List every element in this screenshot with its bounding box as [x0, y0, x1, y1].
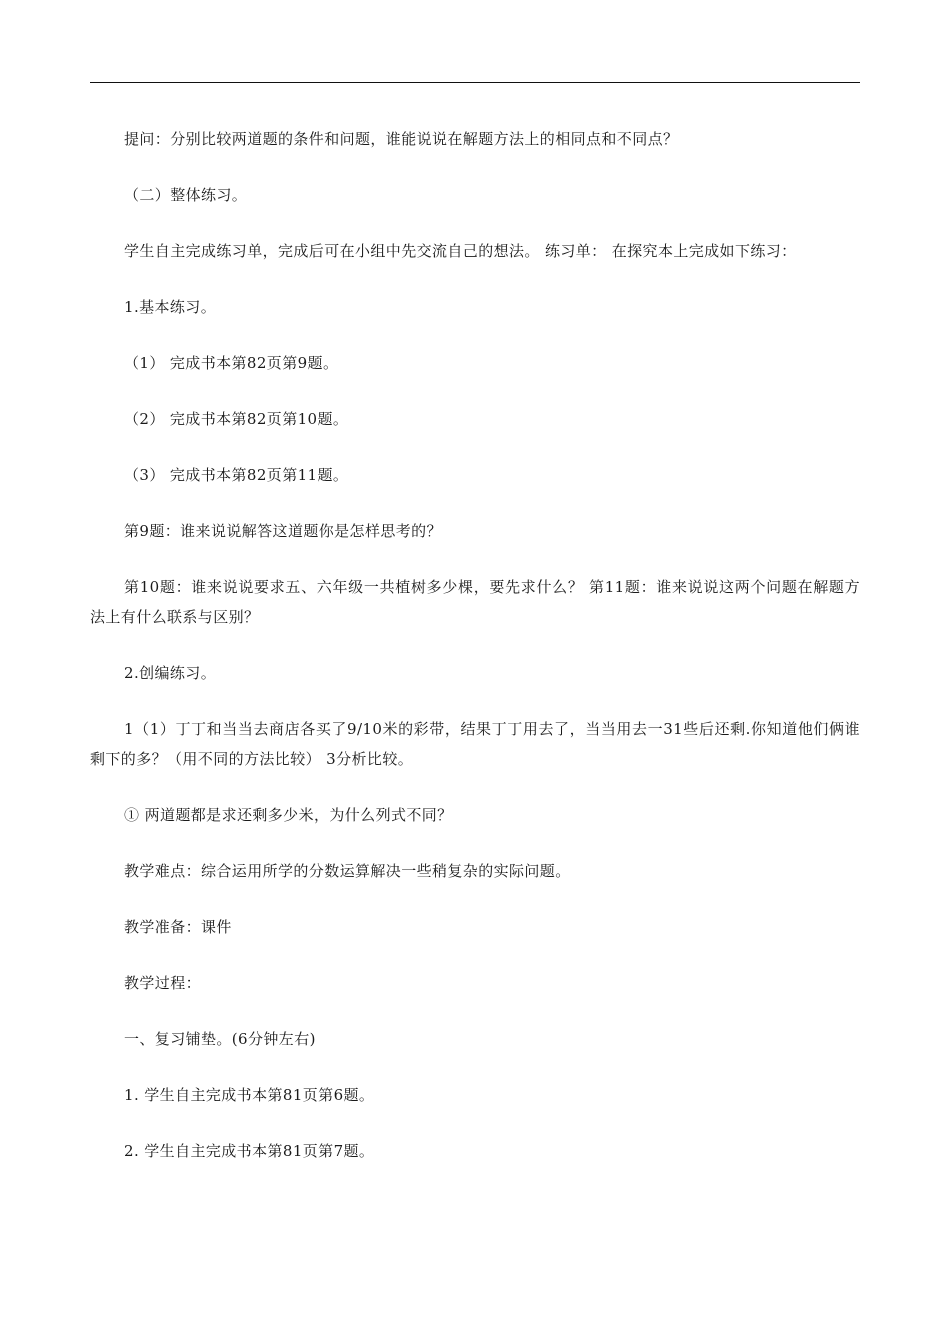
- paragraph-creative-practice: 2.创编练习。: [124, 664, 217, 682]
- paragraph-question-9: 第9题：谁来说说解答这道题你是怎样思考的？: [124, 522, 442, 540]
- paragraph-question: 提问：分别比较两道题的条件和问题，谁能说说在解题方法上的相同点和不同点？: [124, 130, 679, 148]
- paragraph-exercise-2: （2） 完成书本第82页第10题。: [124, 410, 349, 428]
- paragraph-worksheet-intro: 学生自主完成练习单，完成后可在小组中先交流自己的想法。 练习单： 在探究本上完成如下练习：: [124, 242, 797, 260]
- document-body: [90, 124, 860, 1192]
- paragraph-ribbon-problem: 1（1）丁丁和当当去商店各买了9/10米的彩带，结果丁丁用去了，当当用去一31些后还剩.你知道他们俩谁剩下的多？（用不同的方法比较） 3分析比较。: [90, 720, 860, 768]
- header-rule: [90, 82, 860, 83]
- paragraph-teaching-process: 教学过程：: [124, 974, 202, 992]
- paragraph-exercise-3: （3） 完成书本第82页第11题。: [124, 466, 349, 484]
- paragraph-review: 一、复习铺垫。(6分钟左右): [124, 1030, 316, 1048]
- paragraph-compare-question: ① 两道题都是求还剩多少米，为什么列式不同？: [124, 806, 453, 824]
- paragraph-teaching-difficulty: 教学难点：综合运用所学的分数运算解决一些稍复杂的实际问题。: [124, 862, 571, 880]
- paragraph-teaching-preparation: 教学准备：课件: [124, 918, 232, 936]
- paragraph-basic-practice: 1.基本练习。: [124, 298, 217, 316]
- paragraph-review-item-1: 1. 学生自主完成书本第81页第6题。: [124, 1086, 375, 1104]
- paragraph-exercise-1: （1） 完成书本第82页第9题。: [124, 354, 339, 372]
- paragraph-question-10-11: 第10题：谁来说说要求五、六年级一共植树多少棵，要先求什么？ 第11题：谁来说说这两个问题在解题方法上有什么联系与区别？: [90, 578, 860, 626]
- paragraph-review-item-2: 2. 学生自主完成书本第81页第7题。: [124, 1142, 375, 1160]
- paragraph-section-overall-practice: （二）整体练习。: [124, 186, 248, 204]
